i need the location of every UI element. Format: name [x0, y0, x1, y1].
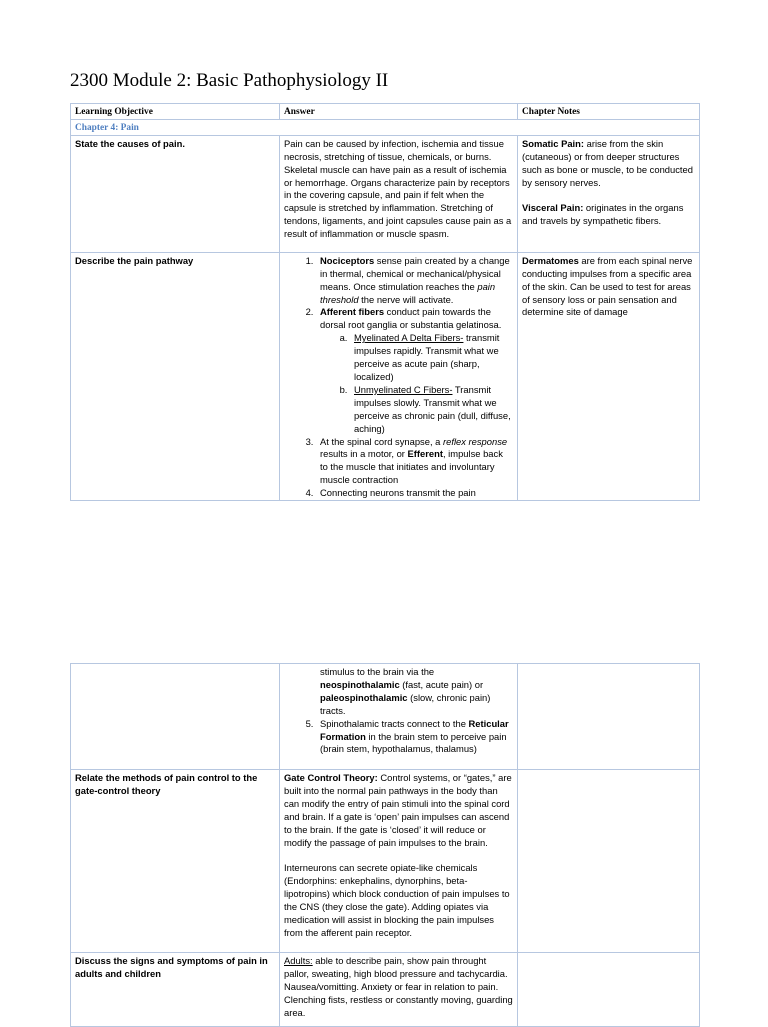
- a-delta-text: transmit impulses rapidly. Transmit what we perceive as acute pain (sharp, localized): [354, 332, 500, 382]
- chapter-row: [71, 119, 700, 135]
- neospinothalamic-term: neospinothalamic: [320, 678, 400, 690]
- step-3-text-a: At the spinal cord synapse, a: [320, 435, 443, 447]
- table-row: [71, 135, 700, 252]
- step-1-text-b: the nerve will activate.: [358, 293, 454, 305]
- pathway-step-5: [316, 718, 513, 757]
- pathway-step-2: [316, 306, 513, 435]
- table-row: [71, 770, 700, 953]
- gate-control-term: Gate Control Theory:: [284, 772, 378, 783]
- visceral-pain-text: originates in the organs and travels by sympathetic fibers.: [522, 202, 684, 227]
- fiber-type-a-delta: [350, 332, 513, 384]
- objective-gate-control: Relate the methods of pain control to the gate-control theory: [71, 770, 280, 953]
- gate-control-paragraph: [284, 772, 513, 849]
- step-3-text-c: , impulse back to the muscle that initiates and involuntary muscle contraction: [320, 448, 503, 486]
- notes-signs-symptoms: [518, 953, 700, 1027]
- step-4-text-b: stimulus to the brain via the: [320, 666, 435, 677]
- objectives-table-page-1: [70, 103, 700, 501]
- answer-signs-symptoms: [280, 953, 518, 1027]
- answer-causes: [280, 135, 518, 252]
- dermatomes-term: Dermatomes: [522, 254, 579, 266]
- notes-pathway-continued: [518, 664, 700, 770]
- visceral-pain-label: Visceral Pain:: [522, 202, 584, 214]
- objective-pathway-continued: [71, 664, 280, 770]
- answer-causes-text: Pain can be caused by infection, ischemia and tissue necrosis, stretching of tissue, chemicals, or burns. Skeletal muscle can have pain as a result of ischemia or hemorrhage. Organs characterize pain by receptors in the covering capsule, and pain if felt when the capsule is stretched by inflammation. Stretching of tendons, ligaments, and joint capsules cause pain as a result of inflammation or muscle spasm.: [284, 137, 512, 240]
- pathway-steps-continued: [284, 666, 513, 756]
- c-fiber-text: Transmit impulses slowly. Transmit what we perceive as chronic pain (dull, diffuse, aching): [354, 383, 511, 434]
- document-title: 2300 Module 2: Basic Pathophysiology II: [70, 70, 389, 91]
- reticular-formation-term: Reticular Formation: [320, 717, 509, 742]
- header-chapter-notes: Chapter Notes: [518, 104, 700, 120]
- visceral-pain-note: [522, 202, 695, 228]
- step-2-text: conduct pain towards the dorsal root ganglia or substantia gelatinosa.: [320, 306, 502, 331]
- answer-pathway: [280, 252, 518, 500]
- pain-threshold-term: pain threshold: [320, 280, 496, 305]
- objective-signs-symptoms: Discuss the signs and symptoms of pain in adults and children: [71, 953, 280, 1027]
- pathway-step-4-continued: [316, 666, 513, 718]
- somatic-pain-note: [522, 138, 695, 190]
- answer-gate-control: [280, 770, 518, 953]
- answer-pathway-continued: [280, 664, 518, 770]
- notes-gate-control: [518, 770, 700, 953]
- reflex-response-term: reflex response: [443, 435, 508, 447]
- afferent-fibers-term: Afferent fibers: [320, 306, 385, 318]
- nociceptors-term: Nociceptors: [320, 254, 375, 266]
- step-5-text-b: in the brain stem to perceive pain (brain stem, hypothalamus, thalamus): [320, 730, 507, 755]
- notes-causes: [518, 135, 700, 252]
- efferent-term: Efferent: [407, 448, 443, 460]
- fiber-type-c: [350, 384, 513, 436]
- pathway-step-1: [316, 255, 513, 307]
- c-fiber-term: Unmyelinated C Fibers-: [354, 383, 453, 395]
- table-row: [71, 252, 700, 500]
- adults-text: able to describe pain, show pain throught pallor, sweating, high blood pressure and tachycardia. Nausea/vomitting. Anxiety or fear in relation to pain. Clenching fists, restless or constantly moving, guarding area.: [284, 955, 513, 1018]
- pathway-steps: [284, 255, 513, 499]
- a-delta-term: Myelinated A Delta Fibers-: [354, 332, 464, 344]
- table-header-row: [71, 104, 700, 120]
- somatic-pain-label: Somatic Pain:: [522, 137, 584, 149]
- somatic-pain-text: arise from the skin (cutaneous) or from deeper structures such as bone or muscle, to be conducted by sensory nerves.: [522, 137, 693, 188]
- table-row: [71, 953, 700, 1027]
- objective-causes: State the causes of pain.: [71, 135, 280, 252]
- notes-pathway: [518, 252, 700, 500]
- step-3-text-b: results in a motor, or: [320, 448, 408, 460]
- table-row: [71, 664, 700, 770]
- step-4-text-d: (slow, chronic pain) tracts.: [320, 691, 491, 716]
- pathway-step-4: [316, 487, 513, 499]
- step-4-text-a: Connecting neurons transmit the pain: [320, 487, 476, 499]
- header-learning-objective: Learning Objective: [71, 104, 280, 120]
- objectives-table-page-2: [70, 663, 700, 1027]
- chapter-heading: Chapter 4: Pain: [71, 119, 700, 135]
- step-1-text-a: sense pain created by a change in thermal, chemical or mechanical/physical means. Once stimulation reaches the: [320, 254, 510, 292]
- adults-label: Adults:: [284, 955, 313, 966]
- paleospinothalamic-term: paleospinothalamic: [320, 691, 408, 703]
- header-answer: Answer: [280, 104, 518, 120]
- dermatomes-text: are from each spinal nerve conducting impulses from a specific area of the skin. Can be used to test for areas of sensory loss or pain sensation and determine site of damage: [522, 254, 693, 318]
- step-4-text-c: (fast, acute pain) or: [399, 678, 484, 690]
- fiber-types: [320, 332, 513, 435]
- step-5-text-a: Spinothalamic tracts connect to the: [320, 717, 469, 729]
- gate-control-text: Control systems, or “gates,” are built into the normal pain pathways in the body than can modify the entry of pain stimuli into the spinal cord and brain. If a gate is ‘open’ pain impulses can ascend to the brain. If the gate is ‘closed’ it will reduce or modify the passage of pain impulses to the brain.: [284, 772, 512, 848]
- pathway-step-3: [316, 436, 513, 488]
- interneurons-paragraph: Interneurons can secrete opiate-like chemicals (Endorphins: enkephalins, dynorphins, beta-lipotropins) which block conduction of pain impulses to the CNS (they close the gate). Adding opiates via medication will assist in blocking the pain impulses from the afferent pain receptor.: [284, 862, 510, 938]
- objective-pathway: Describe the pain pathway: [71, 252, 280, 500]
